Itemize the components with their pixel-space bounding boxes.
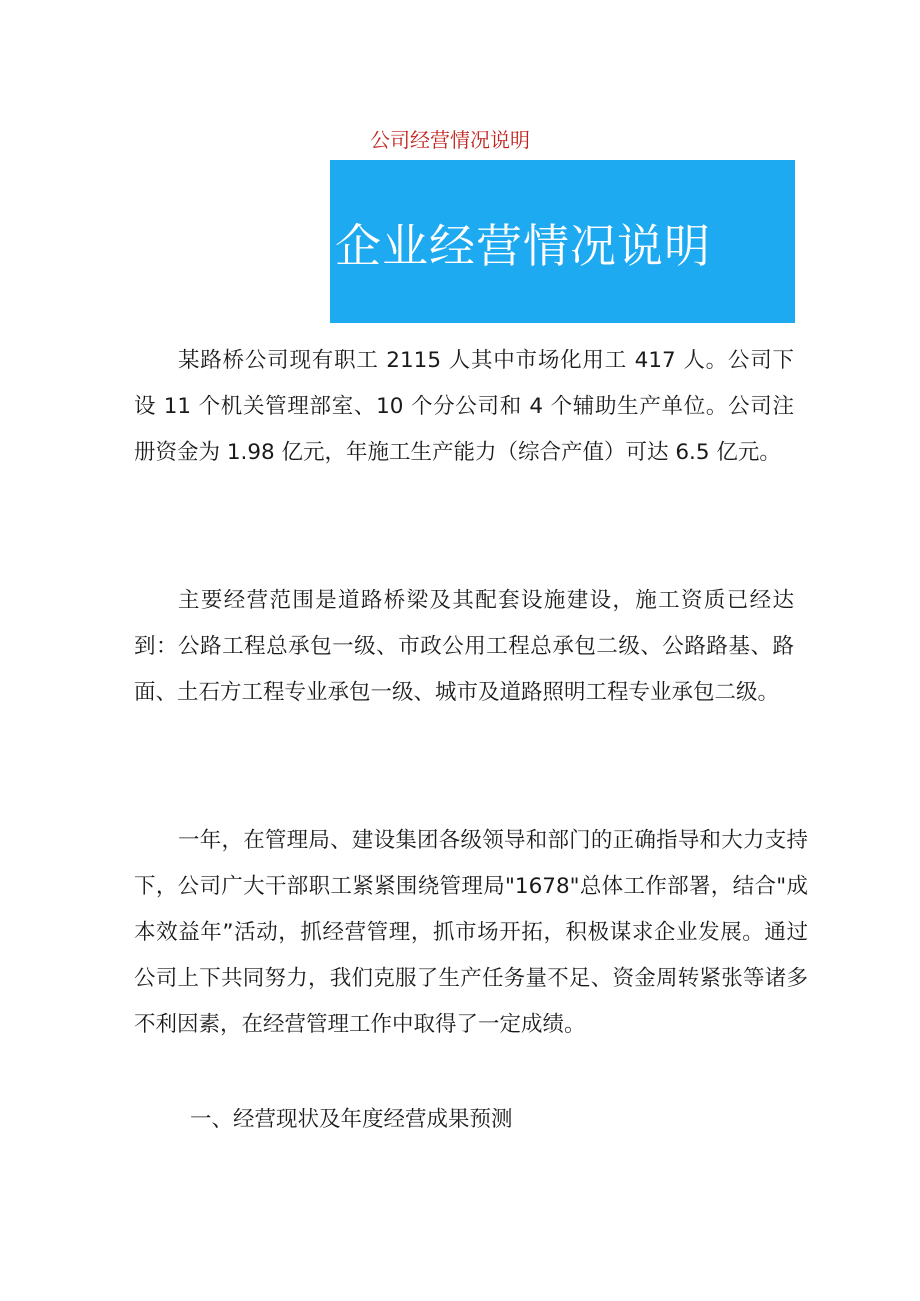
paragraph-company-overview: 某路桥公司现有职工 2115 人其中市场化用工 417 人。公司下设 11 个机关管理部室、10 个分公司和 4 个辅助生产单位。公司注册资金为 1.98 亿元，年施工生产能力（综合产值）可达 6.5 亿元。: [134, 348, 794, 465]
banner-title: 企业经营情况说明: [335, 219, 711, 273]
paragraph-business-scope: 主要经营范围是道路桥梁及其配套设施建设，施工资质已经达到：公路工程总承包一级、市政公用工程总承包二级、公路路基、路面、土石方工程专业承包一级、城市及道路照明工程专业承包二级。: [134, 588, 794, 705]
paragraph-annual-review: 一年，在管理局、建设集团各级领导和部门的正确指导和大力支持下，公司广大干部职工紧紧围绕管理局"1678"总体工作部署，结合"成本效益年”活动，抓经营管理，抓市场开拓，积极谋求企业发展。通过公司上下共同努力，我们克服了生产任务量不足、资金周转紧张等诸多不利因素，在经营管理工作中取得了一定成绩。: [134, 828, 808, 1037]
document-title: 公司经营情况说明: [370, 128, 530, 152]
section-heading: 一、经营现状及年度经营成果预测: [190, 1107, 513, 1132]
title-banner: [330, 160, 795, 323]
